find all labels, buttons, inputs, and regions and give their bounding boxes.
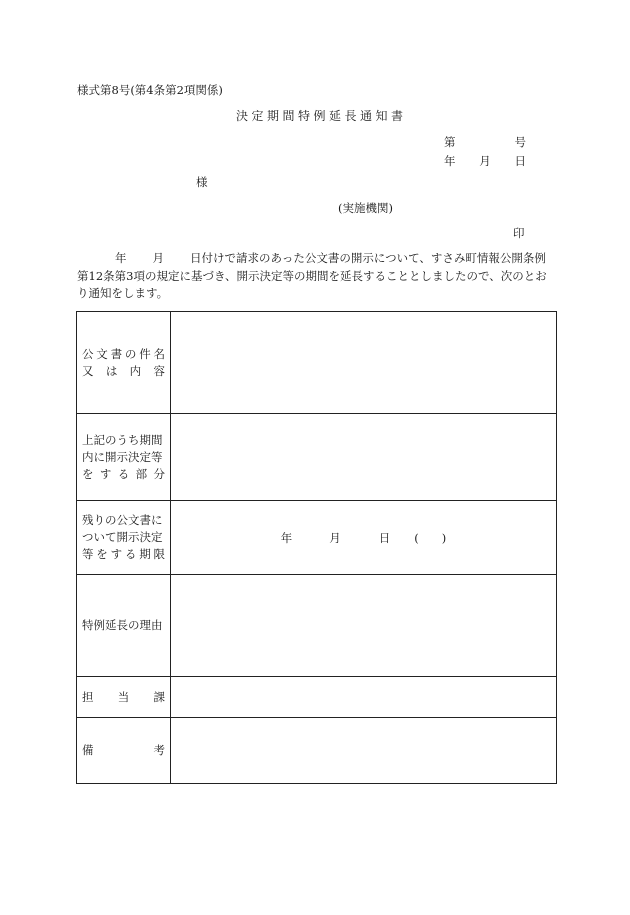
label-line — [82, 466, 165, 483]
body-line1-rest: 日付けで請求のあった公文書の開示について、すさみ町情報公開条例 — [190, 251, 546, 265]
label-char: を — [82, 466, 94, 481]
label-char: る — [117, 466, 130, 481]
label-char: 限 — [153, 547, 165, 561]
row-label-extension-reason — [77, 575, 171, 677]
label-char: 期 — [139, 547, 151, 561]
addressee-suffix: 様 — [196, 175, 208, 189]
seal-mark: 印 — [513, 226, 525, 240]
notice-table — [76, 311, 557, 784]
label-line: 内に開示決定等 — [82, 449, 163, 464]
label-char: 考 — [153, 743, 165, 757]
row-value-department[interactable] — [171, 677, 557, 718]
row-label-deadline — [77, 501, 171, 575]
label-line — [82, 546, 165, 563]
label-char: 容 — [153, 363, 165, 378]
implementing-agency: (実施機関) — [338, 201, 393, 215]
label-char: 文 — [96, 346, 108, 361]
row-value-document-title[interactable] — [171, 312, 557, 414]
label-char: を — [96, 547, 108, 561]
row-value-deadline[interactable] — [171, 501, 557, 575]
body-year: 年 — [115, 251, 127, 265]
body-line-1 — [77, 250, 557, 268]
label-line — [82, 689, 165, 706]
doc-no-suffix: 号 — [514, 135, 526, 149]
row-value-extension-reason[interactable] — [171, 575, 557, 677]
notice-body — [77, 250, 557, 303]
table-row — [77, 414, 557, 501]
label-line — [82, 742, 165, 759]
label-char: す — [110, 547, 123, 561]
label-char: 課 — [153, 689, 165, 704]
row-value-remarks[interactable] — [171, 718, 557, 784]
row-label-partial-decision — [77, 414, 171, 501]
label-char: 当 — [117, 689, 130, 704]
doc-no-prefix: 第 — [444, 135, 456, 149]
row-label-document-title — [77, 312, 171, 414]
label-char: る — [124, 547, 137, 561]
label-line: ついて開示決定 — [82, 530, 163, 544]
label-char: す — [99, 466, 112, 481]
label-char: 書 — [110, 346, 123, 361]
label-char: は — [105, 363, 118, 378]
label-char: 名 — [153, 346, 165, 361]
row-label-department — [77, 677, 171, 718]
label-char: 等 — [82, 547, 94, 561]
table-row — [77, 501, 557, 575]
label-char: 担 — [82, 689, 94, 704]
form-number: 様式第8号(第4条第2項関係) — [77, 83, 223, 97]
deadline-day: 日 — [378, 530, 391, 545]
deadline-year: 年 — [280, 530, 293, 545]
date-month: 月 — [479, 154, 491, 168]
row-value-partial-decision[interactable] — [171, 414, 557, 501]
label-char: 内 — [129, 363, 142, 378]
deadline-date — [171, 530, 556, 546]
body-line-2: 第12条第3項の規定に基づき、開示決定等の期間を延長することとしましたので、次のとお — [77, 268, 547, 283]
document-title: 決定期間特例延長通知書 — [236, 109, 407, 123]
label-char: 分 — [153, 466, 165, 481]
deadline-month: 月 — [329, 530, 341, 545]
table-row — [77, 718, 557, 784]
table-row — [77, 312, 557, 414]
label-char: 件 — [139, 346, 151, 361]
table-row — [77, 575, 557, 677]
body-month: 月 — [152, 251, 164, 265]
label-line: 残りの公文書に — [82, 513, 163, 527]
document-date — [444, 156, 526, 168]
label-char: 部 — [135, 466, 148, 481]
label-char: 又 — [82, 363, 94, 378]
label-char: 備 — [82, 743, 94, 757]
document-number — [444, 137, 526, 149]
label-line — [82, 363, 165, 380]
label-char: 公 — [82, 346, 94, 361]
date-year: 年 — [444, 154, 456, 168]
row-label-remarks — [77, 718, 171, 784]
body-line-3: り通知をします。 — [77, 286, 169, 300]
label-char: の — [124, 346, 137, 361]
label-line: 上記のうち期間 — [82, 432, 163, 447]
label-line: 特例延長の理由 — [82, 618, 163, 632]
date-day: 日 — [514, 154, 526, 168]
deadline-weekday: ( ) — [414, 530, 447, 545]
label-line — [82, 346, 165, 363]
table-row — [77, 677, 557, 718]
